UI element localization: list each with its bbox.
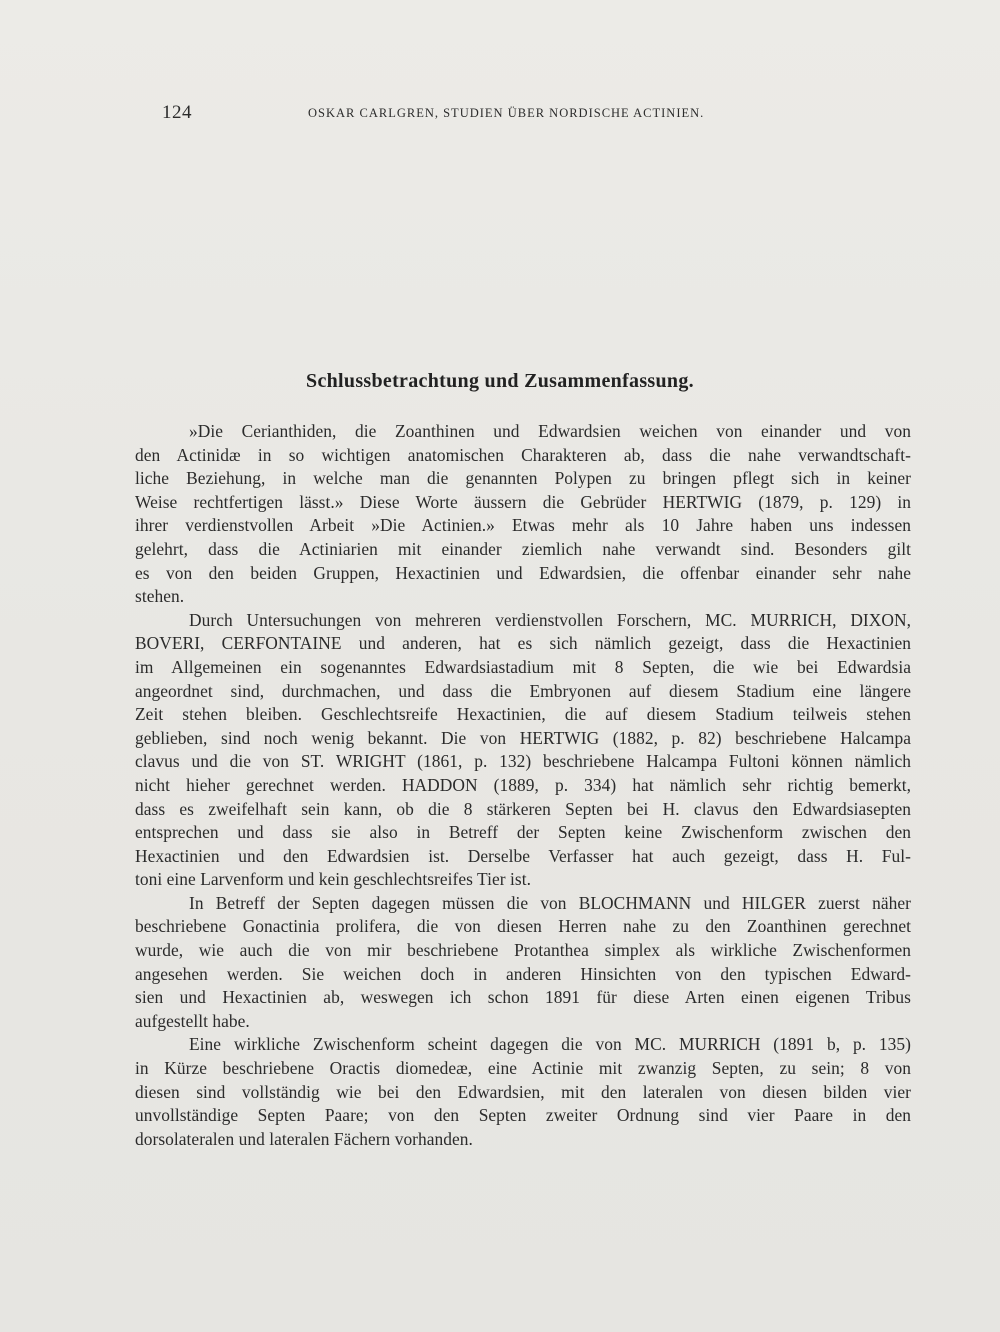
- text-line: angesehen werden. Sie weichen doch in anderen Hinsichten von den typischen Edward-: [135, 963, 911, 984]
- paragraph: [135, 420, 911, 609]
- text-line: Hexactinien und den Edwardsien ist. Derselbe Verfasser hat auch gezeigt, dass H. Ful-: [135, 845, 911, 866]
- text-line: toni eine Larvenform und kein geschlechtsreifes Tier ist.: [135, 869, 531, 890]
- text-line: ihrer verdienstvollen Arbeit »Die Actinien.» Etwas mehr als 10 Jahre haben uns indessen: [135, 515, 911, 536]
- text-line: im Allgemeinen ein sogenanntes Edwardsiastadium mit 8 Septen, die wie bei Edwardsia: [135, 656, 911, 677]
- text-line: unvollständige Septen Paare; von den Septen zweiter Ordnung sind vier Paare in den: [135, 1105, 911, 1126]
- text-line: entsprechen und dass sie also in Betreff der Septen keine Zwischenform zwischen den: [135, 822, 911, 843]
- text-line: dorsolateralen und lateralen Fächern vorhanden.: [135, 1128, 473, 1149]
- text-line: nicht hieher gerechnet werden. HADDON (1889, p. 334) hat nämlich sehr richtig bemerkt,: [135, 774, 911, 795]
- text-line: stehen.: [135, 586, 185, 607]
- text-line: liche Beziehung, in welche man die genannten Polypen zu bringen pflegt sich in keiner: [135, 468, 911, 489]
- text-line: aufgestellt habe.: [135, 1010, 250, 1031]
- paragraph: [135, 1033, 911, 1151]
- text-line: Weise rechtfertigen lässt.» Diese Worte äussern die Gebrüder HERTWIG (1879, p. 129) in: [135, 491, 911, 512]
- text-line: »Die Cerianthiden, die Zoanthinen und Edwardsien weichen von einander und von: [189, 421, 911, 441]
- text-line: dass es zweifelhaft sein kann, ob die 8 stärkeren Septen bei H. clavus den Edwardsiasepten: [135, 798, 911, 819]
- text-line: Zeit stehen bleiben. Geschlechtsreife Hexactinien, die auf diesem Stadium teilweis stehen: [135, 704, 911, 725]
- text-line: angeordnet sind, durchmachen, und dass die Embryonen auf diesem Stadium eine längere: [135, 680, 911, 701]
- text-line: beschriebene Gonactinia prolifera, die von diesen Herren nahe zu den Zoanthinen gerechnet: [135, 916, 911, 937]
- text-line: diesen sind vollständig wie bei den Edwardsien, mit den lateralen von diesen bilden vier: [135, 1081, 911, 1102]
- text-line: BOVERI, CERFONTAINE und anderen, hat es sich nämlich gezeigt, dass die Hexactinien: [135, 633, 911, 654]
- page-header: [162, 102, 840, 126]
- section-title: Schlussbetrachtung und Zusammenfassung.: [306, 370, 694, 392]
- text-line: wurde, wie auch die von mir beschriebene Protanthea simplex als wirkliche Zwischenformen: [135, 940, 911, 961]
- text-line: den Actinidæ in so wichtigen anatomischen Charakteren ab, dass die nahe verwandtschaft-: [135, 444, 911, 465]
- text-line: es von den beiden Gruppen, Hexactinien und Edwardsien, die offenbar einander sehr nahe: [135, 562, 911, 583]
- text-line: Durch Untersuchungen von mehreren verdienstvollen Forschern, MC. MURRICH, DIXON,: [189, 609, 911, 630]
- running-head: OSKAR CARLGREN, STUDIEN ÜBER NORDISCHE ACTINIEN.: [308, 106, 705, 120]
- text-line: sien und Hexactinien ab, weswegen ich schon 1891 für diese Arten einen eigenen Tribus: [135, 987, 911, 1008]
- body-text: [135, 420, 911, 1151]
- text-line: gelehrt, dass die Actiniarien mit einander ziemlich nahe verwandt sind. Besonders gilt: [135, 538, 911, 559]
- text-line: Eine wirkliche Zwischenform scheint dagegen die von MC. MURRICH (1891 b, p. 135): [189, 1034, 911, 1055]
- text-line: geblieben, sind noch wenig bekannt. Die von HERTWIG (1882, p. 82) beschriebene Halcampa: [135, 727, 911, 748]
- page-number: 124: [162, 102, 192, 123]
- text-line: In Betreff der Septen dagegen müssen die von BLOCHMANN und HILGER zuerst näher: [189, 892, 911, 913]
- text-line: in Kürze beschriebene Oractis diomedeæ, eine Actinie mit zwanzig Septen, zu sein; 8 von: [135, 1058, 911, 1079]
- paragraph: [135, 609, 911, 892]
- text-line: clavus und die von ST. WRIGHT (1861, p. 132) beschriebene Halcampa Fultoni können nämlich: [135, 751, 911, 772]
- paragraph: [135, 892, 911, 1034]
